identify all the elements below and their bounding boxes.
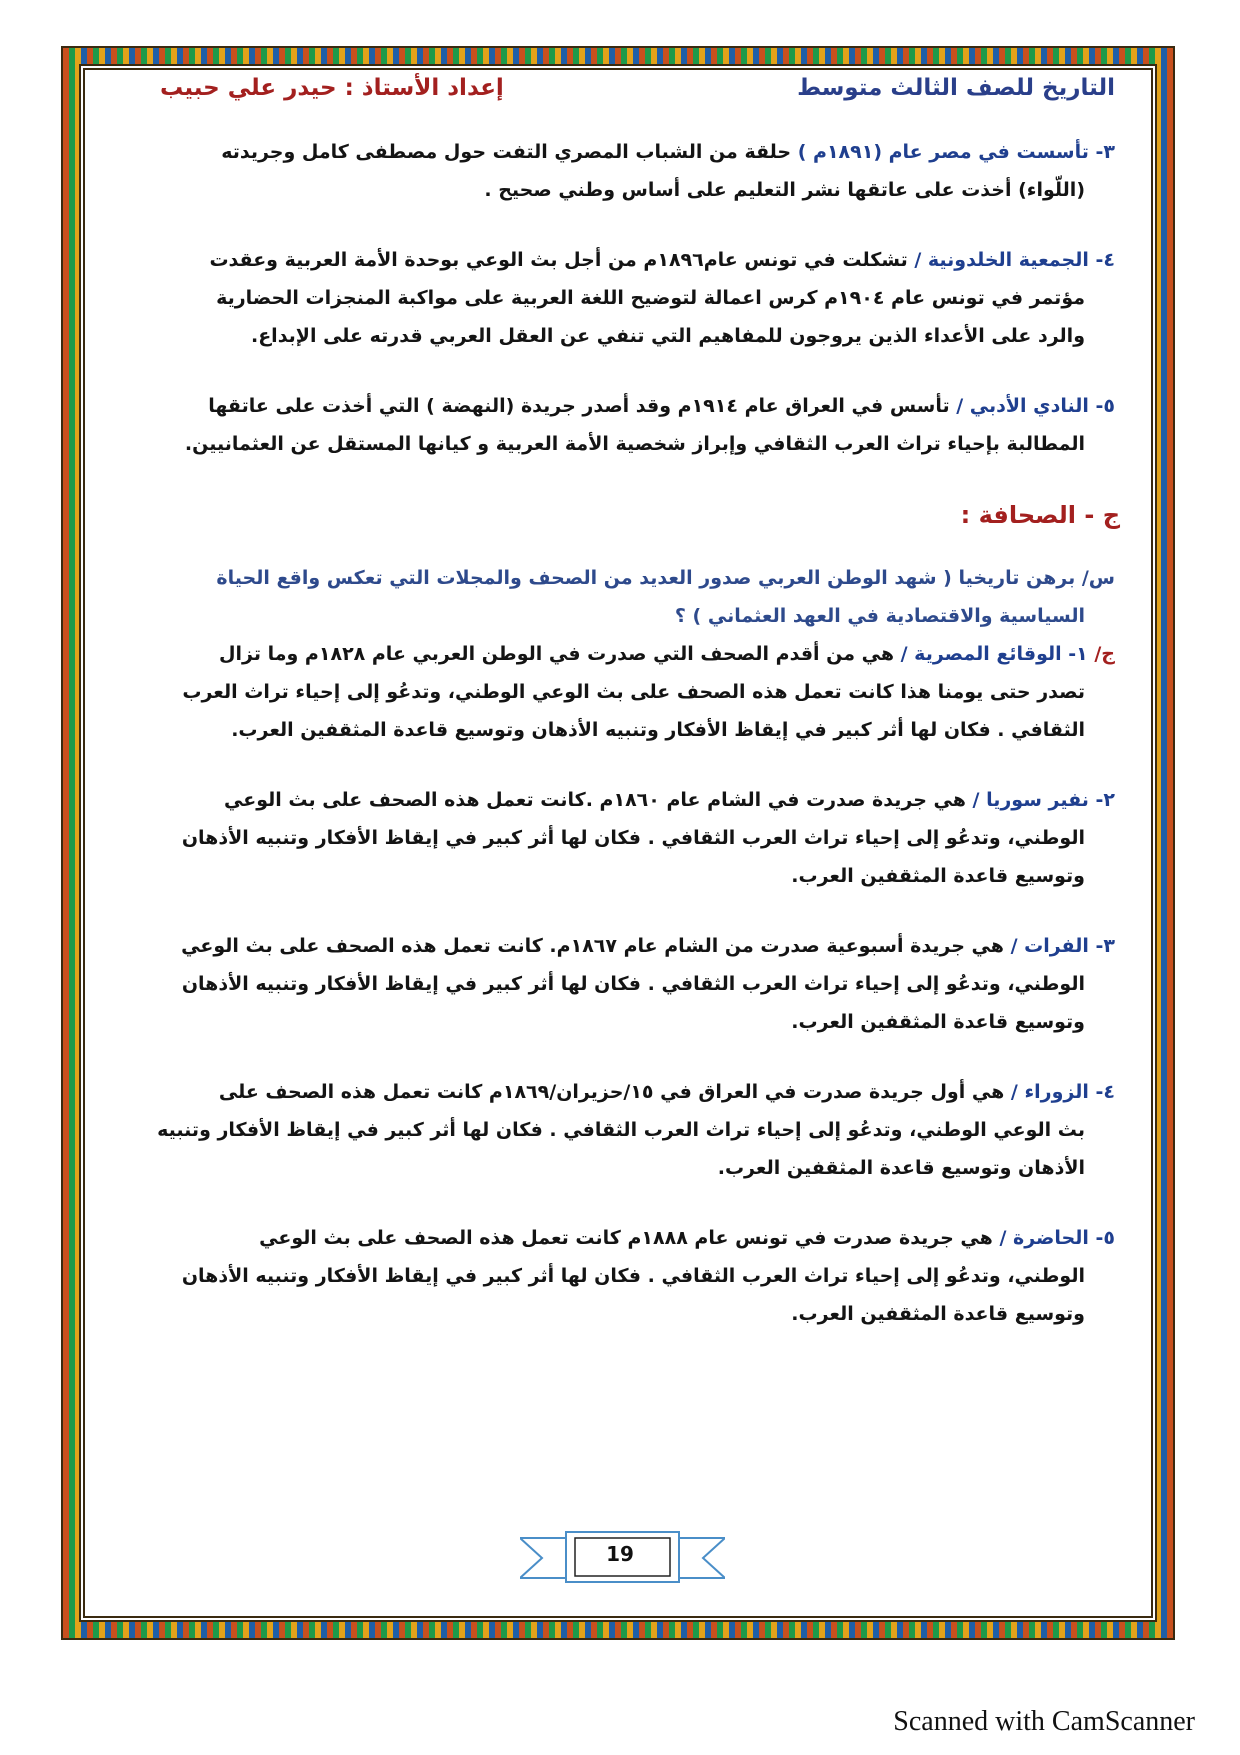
item-text: وتوسيع قاعدة المثقفين العرب. (791, 1303, 1085, 1325)
author-credit: إعداد الأستاذ : حيدر علي حبيب (160, 75, 504, 101)
item-text: هي جريدة أسبوعية صدرت من الشام عام ١٨٦٧م. كانت تعمل هذه الصحف على بث الوعي (181, 935, 1011, 957)
question-text: س/ برهن تاريخيا ( شهد الوطن العربي صدور العديد من الصحف والمجلات التي تعكس واقع الحياة (216, 567, 1115, 589)
item-text: تصدر حتى يومنا هذا كانت تعمل هذه الصحف على بث الوعي الوطني، وتدعُو إلى إحياء تراث العرب (182, 681, 1085, 703)
item-text: حلقة من الشباب المصري التفت حول مصطفى كامل وجريدته (221, 141, 798, 163)
paper-item (95, 1073, 1140, 1187)
item-text: الأذهان وتوسيع قاعدة المثقفين العرب. (717, 1157, 1085, 1179)
question (95, 559, 1140, 635)
item-text: (اللّواء) أخذت على عاتقها نشر التعليم على أساس وطني صحيح . (484, 179, 1085, 201)
subject-title: التاريخ للصف الثالث متوسط (797, 75, 1115, 101)
item-lead: ٤- الجمعية الخلدونية / (914, 249, 1115, 271)
paragraph-literary-club (95, 387, 1140, 463)
paper-item (95, 927, 1140, 1041)
page-content (95, 75, 1140, 1333)
answer-mark: ج/ (1094, 643, 1115, 665)
item-lead: ٢- نفير سوريا / (972, 789, 1115, 811)
item-lead: ٥- النادي الأدبي / (956, 395, 1115, 417)
paper-item (95, 781, 1140, 895)
page-header (95, 75, 1140, 125)
item-text: والرد على الأعداء الذين يروجون للمفاهيم التي تنفي عن العقل العربي قدرته على الإبداع. (250, 325, 1085, 347)
paragraph-egypt-circle (95, 133, 1140, 209)
item-text: تأسس في العراق عام ١٩١٤م وقد أصدر جريدة (النهضة ) التي أخذت على عاتقها (208, 395, 957, 417)
item-text: هي جريدة صدرت في الشام عام ١٨٦٠م .كانت تعمل هذه الصحف على بث الوعي (224, 789, 973, 811)
item-text: بث الوعي الوطني، وتدعُو إلى إحياء تراث العرب الثقافي . فكان لها أثر كبير في إيقاظ الأفكار وتنبيه (157, 1119, 1085, 1141)
item-text: هي جريدة صدرت في تونس عام ١٨٨٨م كانت تعمل هذه الصحف على بث الوعي (259, 1227, 1000, 1249)
item-text: الوطني، وتدعُو إلى إحياء تراث العرب الثقافي . فكان لها أثر كبير في إيقاظ الأفكار وتنبيه الأذهان (181, 973, 1085, 995)
question-text: السياسية والاقتصادية في العهد العثماني ) ؟ (674, 605, 1085, 627)
item-lead: ٣- تأسست في مصر عام (١٨٩١م ) (797, 141, 1115, 163)
paper-item (95, 1219, 1140, 1333)
section-title: ج - الصحافة : (960, 501, 1120, 529)
item-text: مؤتمر في تونس عام ١٩٠٤م كرس اعمالة لتوضيح اللغة العربية على مواكبة المنجزات الحضارية (216, 287, 1085, 309)
item-text: تشكلت في تونس عام١٨٩٦م من أجل بث الوعي بوحدة الأمة العربية وعقدت (209, 249, 915, 271)
item-text: الثقافي . فكان لها أثر كبير في إيقاظ الأفكار وتنبيه الأذهان وتوسيع قاعدة المثقفين العرب. (231, 719, 1085, 741)
item-text: وتوسيع قاعدة المثقفين العرب. (791, 865, 1085, 887)
item-lead: ٥- الحاضرة / (999, 1227, 1115, 1249)
item-text: هي أول جريدة صدرت في العراق في ١٥/حزيران/١٨٦٩م كانت تعمل هذه الصحف على (218, 1081, 1011, 1103)
item-text: الوطني، وتدعُو إلى إحياء تراث العرب الثقافي . فكان لها أثر كبير في إيقاظ الأفكار وتنبيه الأذهان (181, 1265, 1085, 1287)
item-lead: ١- الوقائع المصرية / (900, 643, 1095, 665)
item-text: المطالبة بإحياء تراث العرب الثقافي وإبراز شخصية الأمة العربية و كيانها المستقل عن العثمانيين. (184, 433, 1085, 455)
item-lead: ٤- الزوراء / (1010, 1081, 1115, 1103)
item-text: الوطني، وتدعُو إلى إحياء تراث العرب الثقافي . فكان لها أثر كبير في إيقاظ الأفكار وتنبيه الأذهان (181, 827, 1085, 849)
page-number: 19 (606, 1542, 634, 1566)
item-lead: ٣- الفرات / (1010, 935, 1115, 957)
page-footer (0, 1530, 1240, 1590)
paper-item (95, 635, 1140, 749)
scanner-watermark: Scanned with CamScanner (893, 1706, 1195, 1737)
item-text: وتوسيع قاعدة المثقفين العرب. (791, 1011, 1085, 1033)
item-text: هي من أقدم الصحف التي صدرت في الوطن العربي عام ١٨٢٨م وما تزال (219, 643, 901, 665)
paragraph-khalduniya (95, 241, 1140, 355)
